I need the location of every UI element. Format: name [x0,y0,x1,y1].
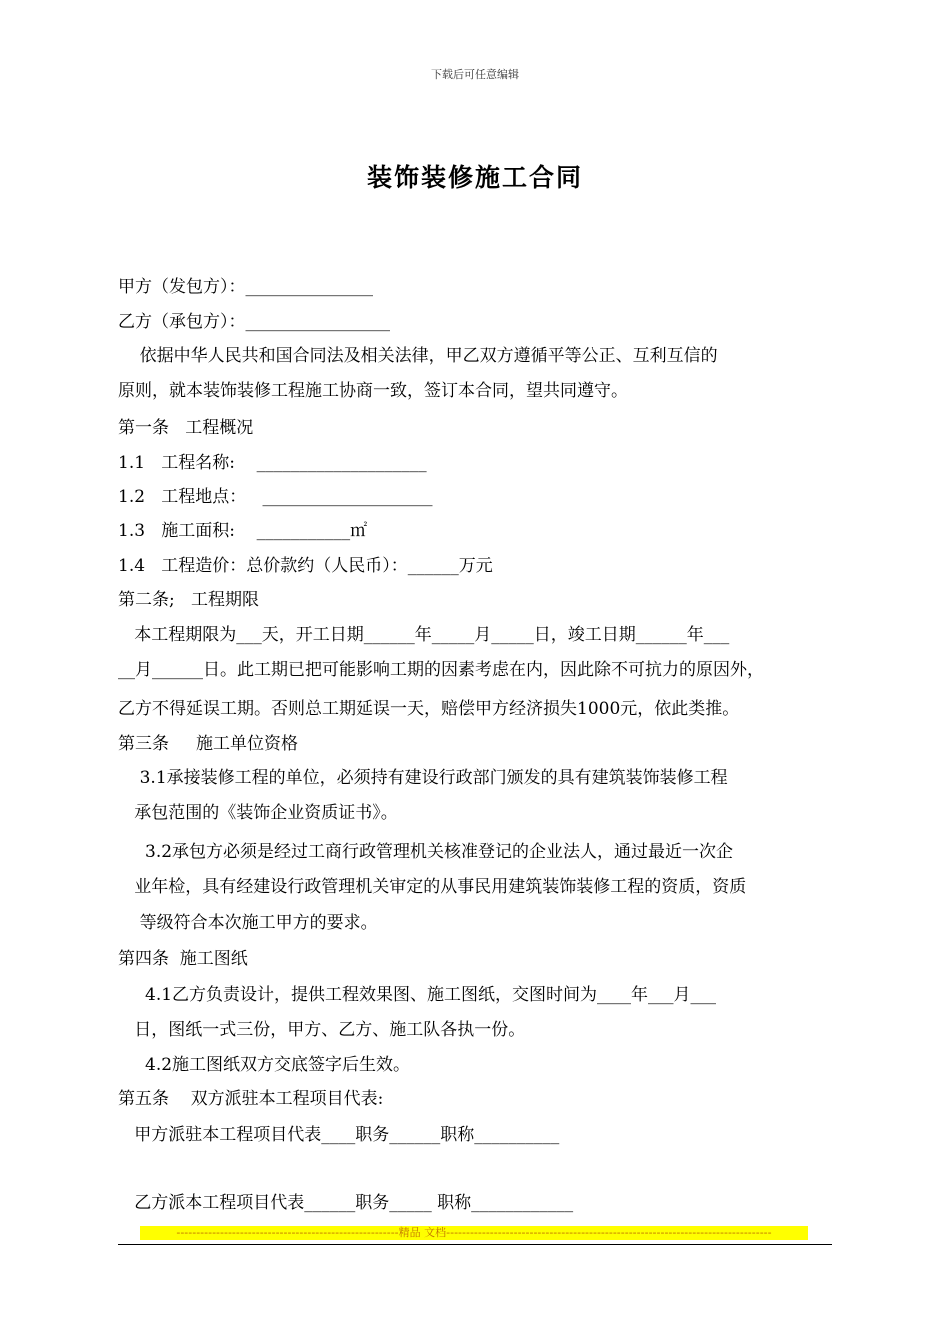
article-5-heading: 第五条 双方派驻本工程项目代表: [118,1089,384,1109]
party-b-representative-line: 乙方派本工程项目代表______职务_____ 职称____________ [118,1193,574,1213]
clause-4-2: 4.2施工图纸双方交底签字后生效。 [118,1055,411,1075]
clause-3-2-line-2: 业年检，具有经建设行政管理机关审定的从事民用建筑装饰装修工程的资质，资质 [118,877,747,897]
party-a-line: 甲方（发包方）：_______________ [118,277,373,297]
clause-4-1-line-1: 4.1乙方负责设计，提供工程效果图、施工图纸，交图时间为____年___月___ [118,985,717,1005]
article-4-heading: 第四条 施工图纸 [118,949,248,969]
clause-3-1-line-2: 承包范围的《装饰企业资质证书》。 [118,803,398,823]
clause-3-2-line-1: 3.2承包方必须是经过工商行政管理机关核准登记的企业法人，通过最近一次企 [118,842,734,862]
article-2-heading: 第二条; 工程期限 [118,590,259,610]
party-b-line: 乙方（承包方）：_________________ [118,312,390,332]
clause-4-1-line-2: 日，图纸一式三份，甲方、乙方、施工队各执一份。 [118,1020,526,1040]
clause-1-1: 1.1 工程名称: ____________________ [118,453,427,473]
document-title: 装饰装修施工合同 [366,163,583,192]
clause-3-2-line-3: 等级符合本次施工甲方的要求。 [118,913,378,933]
article-2-line-1: 本工程期限为___天，开工日期______年_____月_____日，竣工日期______年___ [118,625,730,645]
article-1-heading: 第一条 工程概况 [118,418,254,438]
article-2-line-2: __月______日。此工期已把可能影响工期的因素考虑在内，因此除不可抗力的原因外， [118,660,764,680]
footer-divider [118,1244,832,1245]
clause-3-1-line-1: 3.1承接装修工程的单位，必须持有建设行政部门颁发的具有建筑装饰装修工程 [118,768,728,788]
preamble-line-2: 原则，就本装饰装修工程施工协商一致，签订本合同，望共同遵守。 [118,381,628,401]
clause-1-4: 1.4 工程造价：总价款约（人民币）：______万元 [118,556,493,576]
footer-watermark-banner: --------------------------------------------------------精品 文档---------------------------------------------------------------------------------- [140,1226,808,1240]
preamble-line-1: 依据中华人民共和国合同法及相关法律，甲乙双方遵循平等公正、互利互信的 [118,346,718,366]
party-a-representative-line: 甲方派驻本工程项目代表____职务______职称__________ [118,1125,560,1145]
article-2-line-3: 乙方不得延误工期。否则总工期延误一天，赔偿甲方经济损失1000元，依此类推。 [118,699,740,719]
article-3-heading: 第三条 施工单位资格 [118,734,299,754]
page-header-note: 下载后可任意编辑 [431,68,519,81]
clause-1-2: 1.2 工程地点： ____________________ [118,487,433,507]
clause-1-3: 1.3 施工面积: ___________㎡ [118,521,368,541]
